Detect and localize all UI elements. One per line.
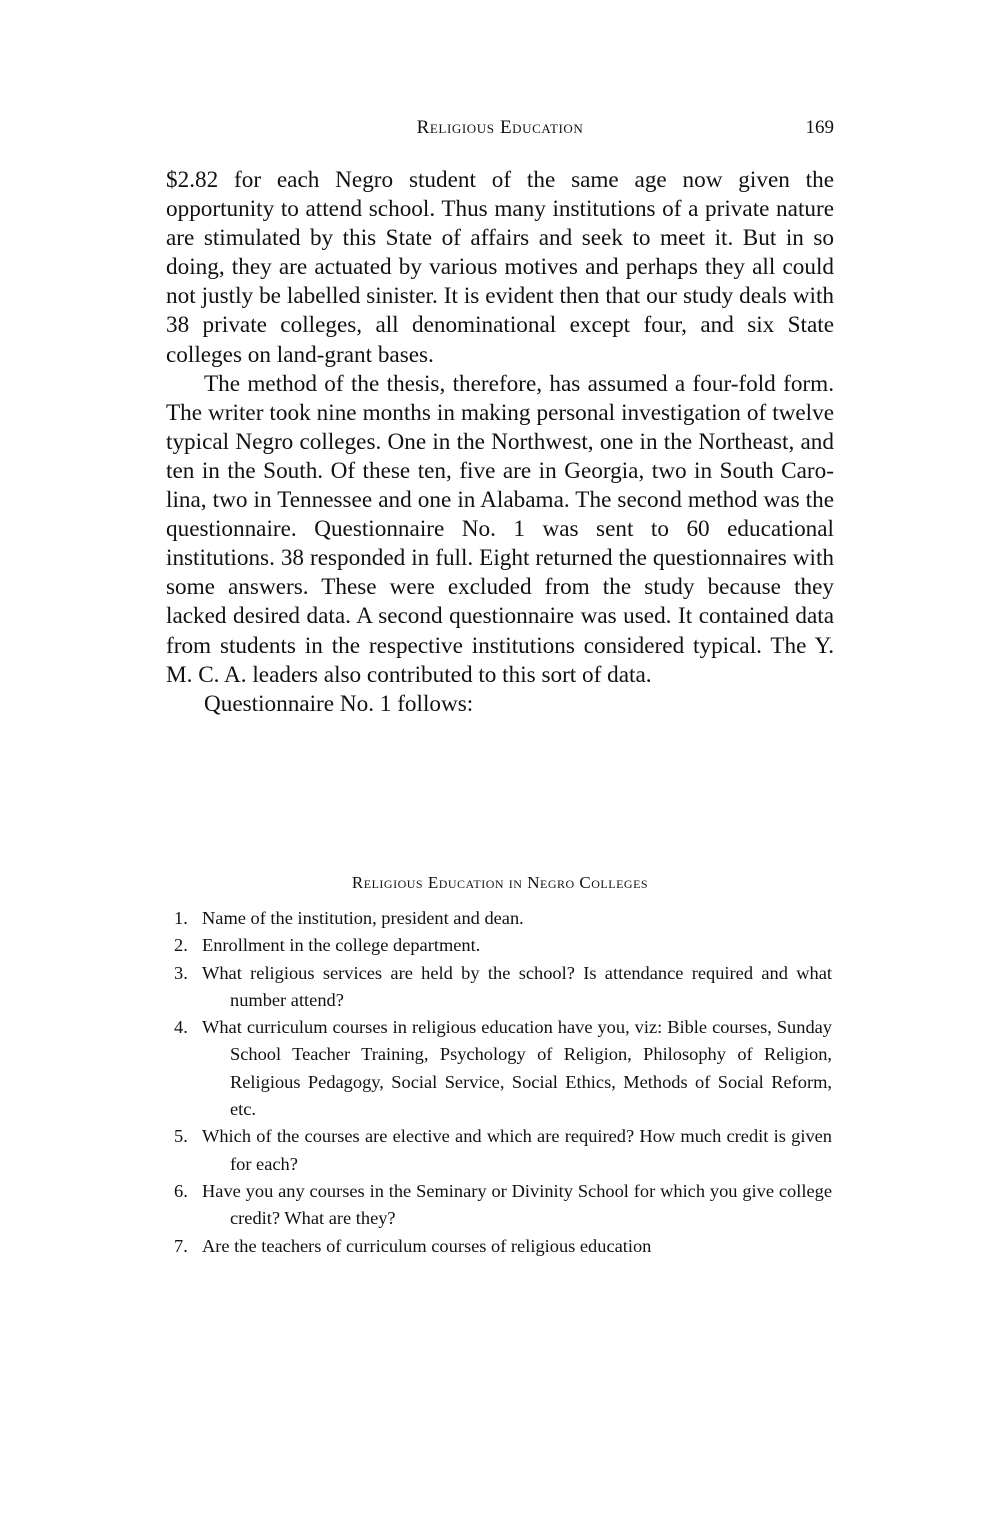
paragraph: The method of the thesis, therefore, has assumed a four-fold form. The writer took nine months in making personal investigation of twelve typical Negro colleges. One in the Northwest, one in the Northeast, and ten in the South. Of these ten, five are in Georgia, two in South Carolina, two in Tennessee and one in Alabama. The second method was the questionnaire. Questionnaire No. 1 was sent to 60 educational institutions. 38 responded in full. Eight returned the questionnaires with some answers. These were excluded from the study because they lacked desired data. A second questionnaire was used. It contained data from students in the respective institutions considered typical. The Y. M. C. A. leaders also contributed to this sort of data. — [166, 370, 834, 688]
paragraph: Questionnaire No. 1 follows: — [204, 690, 474, 717]
question-text: What religious services are held by the school? Is attendance required and what number attend? — [202, 962, 832, 1010]
question-number: 2. — [174, 935, 188, 956]
question-number: 7. — [174, 1235, 188, 1256]
question-item — [174, 1123, 832, 1178]
question-item — [174, 1014, 832, 1123]
question-number: 5. — [174, 1126, 188, 1147]
question-text: Name of the institution, president and dean. — [202, 908, 524, 928]
question-number: 4. — [174, 1017, 188, 1038]
question-text: Are the teachers of curriculum courses of religious education — [202, 1235, 652, 1256]
paragraph: $2.82 for each Negro student of the same age now given the opportunity to attend school. Thus many institutions of a private nature are stimulated by this State of affairs and seek to meet it. But in so doing, they are actuated by various motives and perhaps they all could not justly be labelled sinister. It is evident then that our study deals with 38 private colleges, all denominational except four, and six State colleges on land-grant bases. — [166, 167, 834, 368]
question-item — [174, 1178, 832, 1233]
question-number: 3. — [174, 962, 188, 983]
question-text: What curriculum courses in religious education have you, viz: Bible courses, Sunday School Teacher Training, Psychology of Religion, Philosophy of Religion, Religious Pedagogy, Social Service, Social Ethics, Methods of Social Reform, etc. — [202, 1017, 832, 1120]
question-text: Enrollment in the college department. — [202, 935, 481, 956]
body-text — [166, 166, 834, 719]
question-text: Which of the courses are elective and which are required? How much credit is given for each? — [202, 1126, 832, 1174]
running-title: Religious Education — [416, 117, 584, 138]
questionnaire-list — [174, 905, 832, 1260]
questionnaire-title: Religious Education in Negro Colleges — [351, 873, 649, 892]
question-text: Have you any courses in the Seminary or Divinity School for which you give college credit? What are they? — [202, 1180, 832, 1229]
question-number: 1. — [174, 908, 188, 928]
question-item — [174, 905, 832, 932]
question-item — [174, 960, 832, 1015]
question-item — [174, 1233, 832, 1260]
running-head — [166, 117, 834, 143]
page-number: 169 — [805, 117, 834, 138]
question-item — [174, 932, 832, 959]
question-number: 6. — [174, 1180, 188, 1201]
